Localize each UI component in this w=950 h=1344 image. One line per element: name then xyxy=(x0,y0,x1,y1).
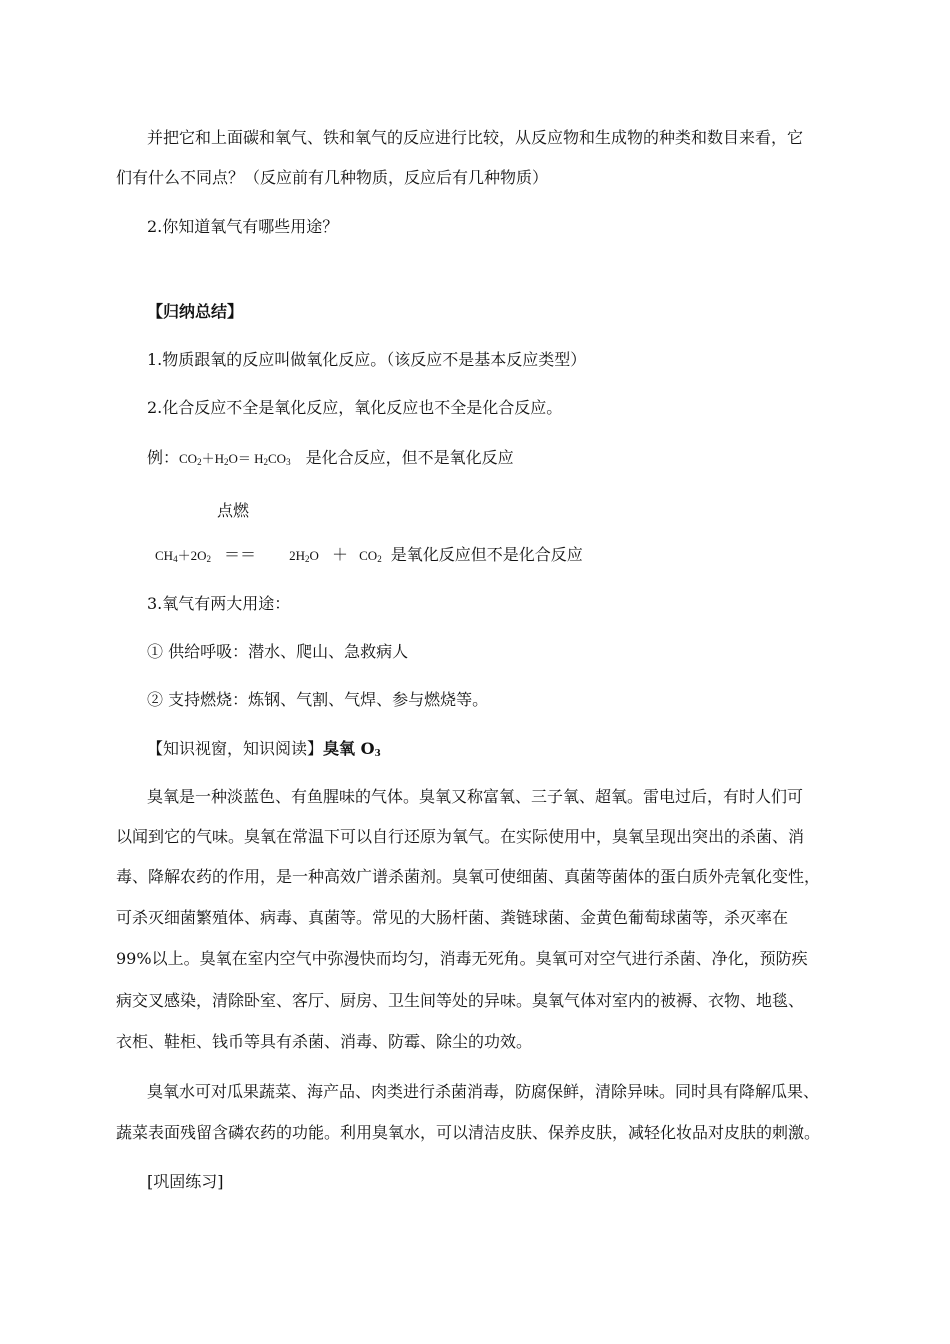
formula-water: $2H_2O$ xyxy=(289,548,319,564)
ozone-paragraph-1-line-7: 衣柜、鞋柜、钱币等具有杀菌、消毒、防霉、除尘的功效。 xyxy=(116,1032,533,1051)
example-note: 是化合反应，但不是氧化反应 xyxy=(305,448,514,467)
example-prefix: 例： xyxy=(147,448,180,467)
equation-equals: ＝＝ xyxy=(224,545,257,564)
summary-item-3: 3.氧气有两大用途： xyxy=(147,594,291,613)
example-line xyxy=(147,448,514,469)
equation-plus: ＋ xyxy=(332,545,349,564)
formula-methane: $CH_4+2O_2$ xyxy=(155,548,211,564)
ozone-paragraph-1-line-3: 毒、降解农药的作用，是一种高效广谱杀菌剂。臭氧可使细菌、真菌等菌体的蛋白质外壳氧化变性， xyxy=(116,867,821,886)
knowledge-title: 臭氧 $O_3$ xyxy=(323,739,381,759)
ignite-condition: 点燃 xyxy=(217,501,250,520)
methane-note: 是氧化反应但不是化合反应 xyxy=(390,545,583,564)
question-intro-line-2: 们有什么不同点？（反应前有几种物质，反应后有几种物质） xyxy=(116,168,549,187)
summary-item-1: 1.物质跟氧的反应叫做氧化反应。（该反应不是基本反应类型） xyxy=(147,350,587,369)
knowledge-heading-label: 【知识视窗，知识阅读】 xyxy=(147,739,324,758)
summary-item-2: 2.化合反应不全是氧化反应，氧化反应也不全是化合反应。 xyxy=(147,398,563,417)
formula-co2: $CO_2$ xyxy=(359,548,382,564)
formula-co2-water: $CO_2+H_2O= H_2CO_3$ xyxy=(179,451,291,467)
knowledge-heading xyxy=(147,739,381,759)
ozone-paragraph-2-line-2: 蔬菜表面残留含磷农药的功能。利用臭氧水，可以清洁皮肤、保养皮肤，减轻化妆品对皮肤的刺激。 xyxy=(116,1123,821,1142)
oxygen-use-2: ② 支持燃烧：炼钢、气割、气焊、参与燃烧等。 xyxy=(147,690,489,709)
summary-heading: 【归纳总结】 xyxy=(147,302,244,321)
ozone-paragraph-1-line-2: 以闻到它的气味。臭氧在常温下可以自行还原为氧气。在实际使用中，臭氧呈现出突出的杀菌、消 xyxy=(116,827,805,846)
ozone-paragraph-1-line-5: 99%以上。臭氧在室内空气中弥漫快而均匀，消毒无死角。臭氧可对空气进行杀菌、净化，预防疾 xyxy=(116,949,808,968)
question-intro-line-1: 并把它和上面碳和氧气、铁和氧气的反应进行比较，从反应物和生成物的种类和数目来看，它 xyxy=(147,128,804,147)
question-2: 2.你知道氧气有哪些用途？ xyxy=(147,217,339,236)
ozone-paragraph-1-line-4: 可杀灭细菌繁殖体、病毒、真菌等。常见的大肠杆菌、粪链球菌、金黄色葡萄球菌等，杀灭率在 xyxy=(116,908,789,927)
methane-equation xyxy=(155,545,583,566)
oxygen-use-1: ① 供给呼吸：潜水、爬山、急救病人 xyxy=(147,642,409,661)
ozone-paragraph-1-line-1: 臭氧是一种淡蓝色、有鱼腥味的气体。臭氧又称富氧、三子氧、超氧。雷电过后，有时人们可 xyxy=(147,787,804,806)
ozone-paragraph-2-line-1: 臭氧水可对瓜果蔬菜、海产品、肉类进行杀菌消毒，防腐保鲜，清除异味。同时具有降解瓜果、 xyxy=(147,1082,820,1101)
ozone-paragraph-1-line-6: 病交叉感染，清除卧室、客厅、厨房、卫生间等处的异味。臭氧气体对室内的被褥、衣物、地毯、 xyxy=(116,991,805,1010)
practice-heading: [巩固练习] xyxy=(147,1172,224,1191)
